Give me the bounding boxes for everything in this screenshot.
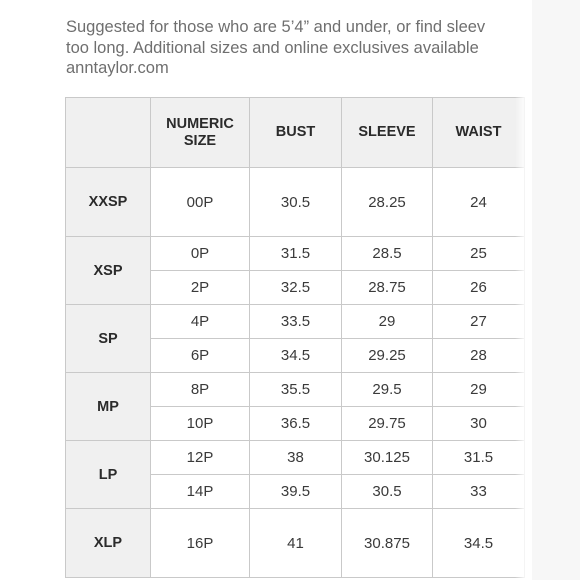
numeric-size-cell: 4P [151, 305, 250, 339]
intro-line-3: anntaylor.com [66, 59, 169, 77]
bust-cell: 30.5 [250, 168, 342, 237]
numeric-size-cell: 14P [151, 475, 250, 509]
size-label-xlp: XLP [66, 509, 151, 578]
intro-text [66, 17, 532, 79]
numeric-size-cell: 16P [151, 509, 250, 578]
sleeve-cell: 28.25 [342, 168, 433, 237]
header-waist: WAIST [433, 98, 525, 168]
table-row [66, 509, 525, 578]
sleeve-cell: 30.125 [342, 441, 433, 475]
waist-cell: 30 [433, 407, 525, 441]
table-row [66, 373, 525, 407]
content-edge-fade [515, 0, 532, 580]
numeric-size-cell: 0P [151, 237, 250, 271]
waist-cell: 28 [433, 339, 525, 373]
sleeve-cell: 29.75 [342, 407, 433, 441]
table-row [66, 441, 525, 475]
sleeve-cell: 30.875 [342, 509, 433, 578]
size-chart-table [65, 97, 525, 578]
sleeve-cell: 29.5 [342, 373, 433, 407]
sleeve-cell: 28.75 [342, 271, 433, 305]
numeric-size-cell: 12P [151, 441, 250, 475]
scroll-gutter [532, 0, 580, 580]
size-label-lp: LP [66, 441, 151, 509]
table-row [66, 168, 525, 237]
waist-cell: 34.5 [433, 509, 525, 578]
numeric-size-cell: 8P [151, 373, 250, 407]
numeric-size-cell: 2P [151, 271, 250, 305]
bust-cell: 39.5 [250, 475, 342, 509]
waist-cell: 25 [433, 237, 525, 271]
bust-cell: 34.5 [250, 339, 342, 373]
numeric-size-cell: 10P [151, 407, 250, 441]
header-bust: BUST [250, 98, 342, 168]
header-size-label [66, 98, 151, 168]
sleeve-cell: 30.5 [342, 475, 433, 509]
waist-cell: 29 [433, 373, 525, 407]
numeric-size-cell: 6P [151, 339, 250, 373]
waist-cell: 24 [433, 168, 525, 237]
table-header-row [66, 98, 525, 168]
size-label-mp: MP [66, 373, 151, 441]
intro-line-2: too long. Additional sizes and online exclusives available [66, 38, 479, 57]
waist-cell: 27 [433, 305, 525, 339]
size-label-xsp: XSP [66, 237, 151, 305]
bust-cell: 32.5 [250, 271, 342, 305]
table-row [66, 305, 525, 339]
bust-cell: 38 [250, 441, 342, 475]
intro-line-1: Suggested for those who are 5’4” and under, or find sleev [66, 18, 486, 36]
waist-cell: 26 [433, 271, 525, 305]
waist-cell: 31.5 [433, 441, 525, 475]
size-label-xxsp: XXSP [66, 168, 151, 237]
bust-cell: 33.5 [250, 305, 342, 339]
bust-cell: 35.5 [250, 373, 342, 407]
bust-cell: 31.5 [250, 237, 342, 271]
waist-cell: 33 [433, 475, 525, 509]
sleeve-cell: 28.5 [342, 237, 433, 271]
bust-cell: 36.5 [250, 407, 342, 441]
header-sleeve: SLEEVE [342, 98, 433, 168]
bust-cell: 41 [250, 509, 342, 578]
sleeve-cell: 29.25 [342, 339, 433, 373]
sleeve-cell: 29 [342, 305, 433, 339]
table-row [66, 237, 525, 271]
size-label-sp: SP [66, 305, 151, 373]
header-numeric-size: NUMERIC SIZE [151, 98, 250, 168]
numeric-size-cell: 00P [151, 168, 250, 237]
